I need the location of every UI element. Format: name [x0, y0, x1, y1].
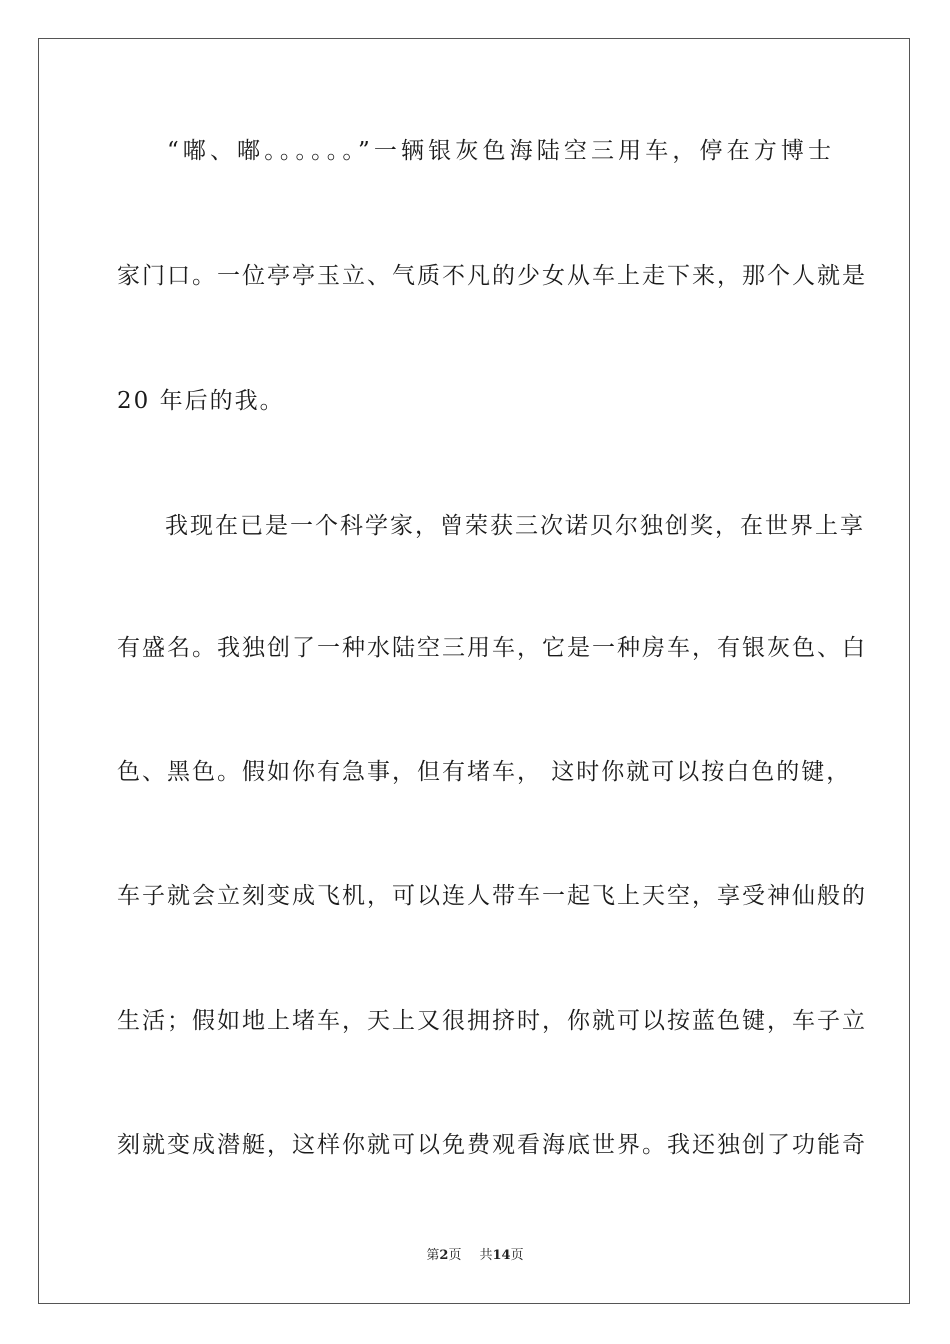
page-number: 2 — [439, 1248, 449, 1263]
paragraph-1-line-2: 家门口。一位亭亭玉立、气质不凡的少女从车上走下来，那个人就是 — [117, 263, 867, 289]
paragraph-1-line-3: 20 年后的我。 — [117, 388, 285, 414]
paragraph-2-line-1: 我现在已是一个科学家，曾荣获三次诺贝尔独创奖，在世界上享 — [165, 513, 865, 539]
page-prefix: 第 — [426, 1248, 440, 1263]
total-prefix: 共 — [479, 1248, 493, 1263]
paragraph-1-line-1: “嘟、嘟。。。。。。”一辆银灰色海陆空三用车，停在方博士 — [167, 138, 833, 164]
page-suffix: 页 — [448, 1248, 462, 1263]
paragraph-2-line-4: 车子就会立刻变成飞机，可以连人带车一起飞上天空，享受神仙般的 — [117, 883, 867, 909]
total-pages: 14 — [492, 1248, 511, 1263]
paragraph-2-line-5: 生活；假如地上堵车，天上又很拥挤时，你就可以按蓝色键，车子立 — [117, 1008, 867, 1034]
page-border — [38, 38, 910, 1304]
page-footer — [0, 1247, 950, 1265]
paragraph-2-line-6: 刻就变成潜艇，这样你就可以免费观看海底世界。我还独创了功能奇 — [117, 1132, 867, 1158]
paragraph-2-line-2: 有盛名。我独创了一种水陆空三用车，它是一种房车，有银灰色、白 — [117, 635, 867, 661]
paragraph-2-line-3: 色、黑色。假如你有急事，但有堵车， 这时你就可以按白色的键， — [117, 759, 852, 785]
total-suffix: 页 — [510, 1248, 524, 1263]
